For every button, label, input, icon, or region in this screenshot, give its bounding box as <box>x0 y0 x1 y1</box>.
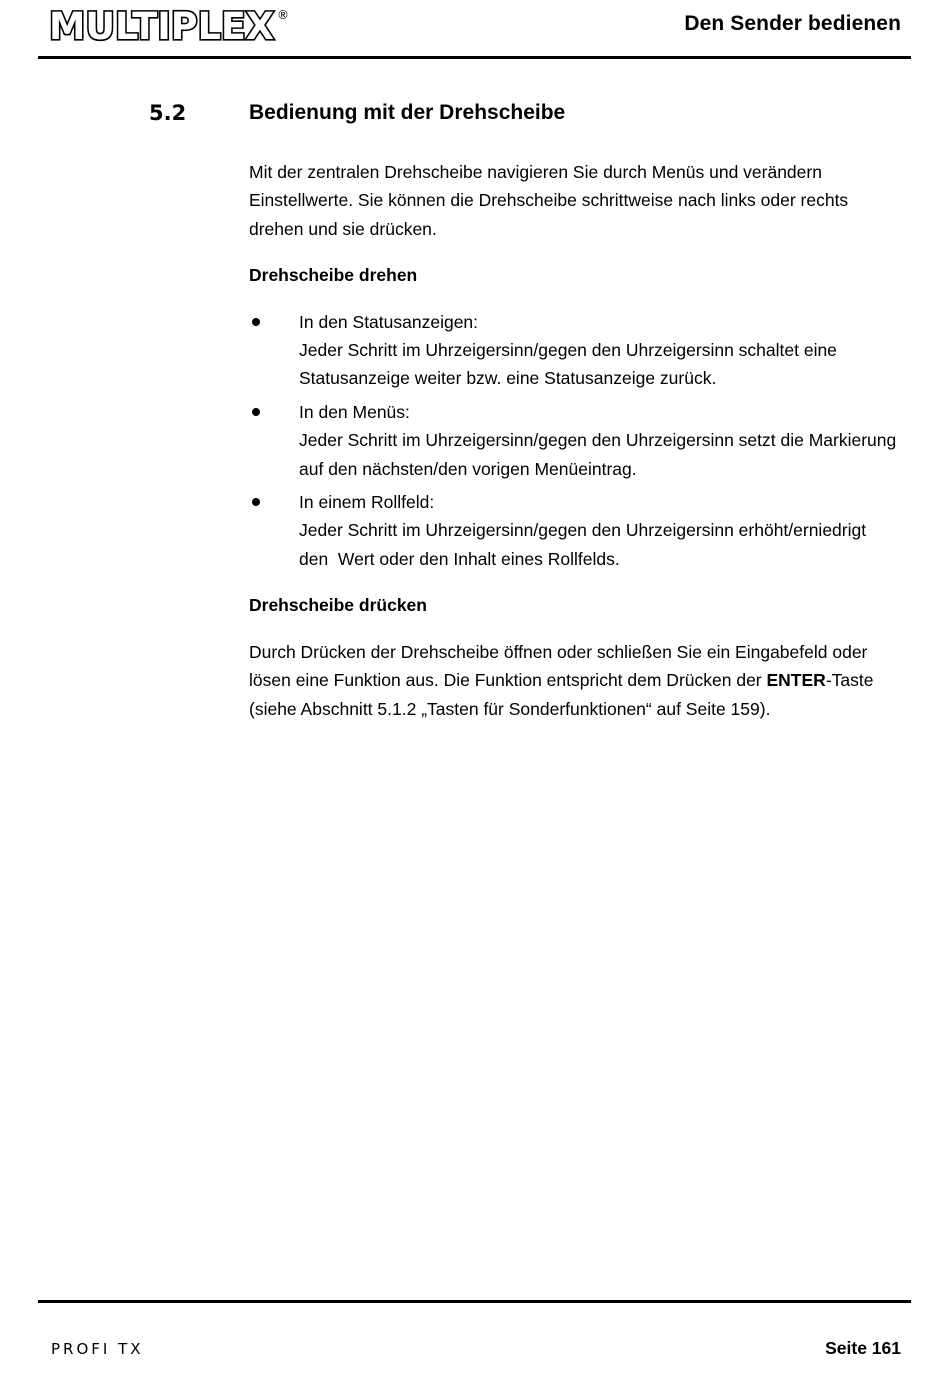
logo-graphic <box>48 6 290 44</box>
list-item <box>249 308 899 393</box>
section-title: Bedienung mit der Drehscheibe <box>249 101 566 124</box>
bullet-text: Jeder Schritt im Uhrzeigersinn/gegen den Uhrzeigersinn erhöht/erniedrigt den Wert oder den Inhalt eines Rollfelds. <box>299 520 871 569</box>
enter-key-label: ENTER <box>766 670 826 691</box>
list-item <box>249 488 899 573</box>
bullet-text: Jeder Schritt im Uhrzeigersinn/gegen den Uhrzeigersinn schaltet eine Statusanzeige weiter bzw. eine Statusanzeige zurück. <box>299 340 837 389</box>
bullet-icon <box>252 318 260 326</box>
bullet-title: In einem Rollfeld: <box>299 492 435 513</box>
turn-bullet-list <box>249 308 899 574</box>
header-divider <box>38 56 911 59</box>
list-item <box>249 398 899 483</box>
bullet-title: In den Statusanzeigen: <box>299 311 479 332</box>
turn-heading: Drehscheibe drehen <box>249 265 418 286</box>
header-title: Den Sender bedienen <box>684 12 901 35</box>
press-paragraph <box>249 638 899 723</box>
main-content <box>249 158 899 723</box>
bullet-icon <box>252 498 260 506</box>
bullet-title: In den Menüs: <box>299 401 410 422</box>
press-text-before: Durch Drücken der Drehscheibe öffnen oder schließen Sie ein Eingabefeld oder lösen eine Funktion aus. Die Funktion entspricht dem Drücken der <box>249 641 868 691</box>
bullet-text: Jeder Schritt im Uhrzeigersinn/gegen den Uhrzeigersinn setzt die Markierung auf den nächsten/den vorigen Menüeintrag. <box>299 430 897 479</box>
section-number: 5.2 <box>149 101 187 125</box>
intro-paragraph: Mit der zentralen Drehscheibe navigieren Sie durch Menüs und verändern Einstellwerte. Sie können die Drehscheibe schrittweise nach links oder rechts drehen und sie drücken. <box>249 162 849 239</box>
bullet-icon <box>252 408 260 416</box>
page-number: Seite 161 <box>825 1338 901 1358</box>
footer-product: PROFI TX <box>51 1340 144 1358</box>
logo-text: MULTIPLEX <box>49 6 274 44</box>
footer-divider <box>38 1300 911 1303</box>
registered-mark: ® <box>277 8 289 22</box>
multiplex-logo <box>48 6 290 44</box>
press-text-after: -Taste (siehe Abschnitt 5.1.2 „Tasten für Sonderfunktionen“ auf Seite 159). <box>249 670 874 719</box>
press-heading: Drehscheibe drücken <box>249 595 427 616</box>
